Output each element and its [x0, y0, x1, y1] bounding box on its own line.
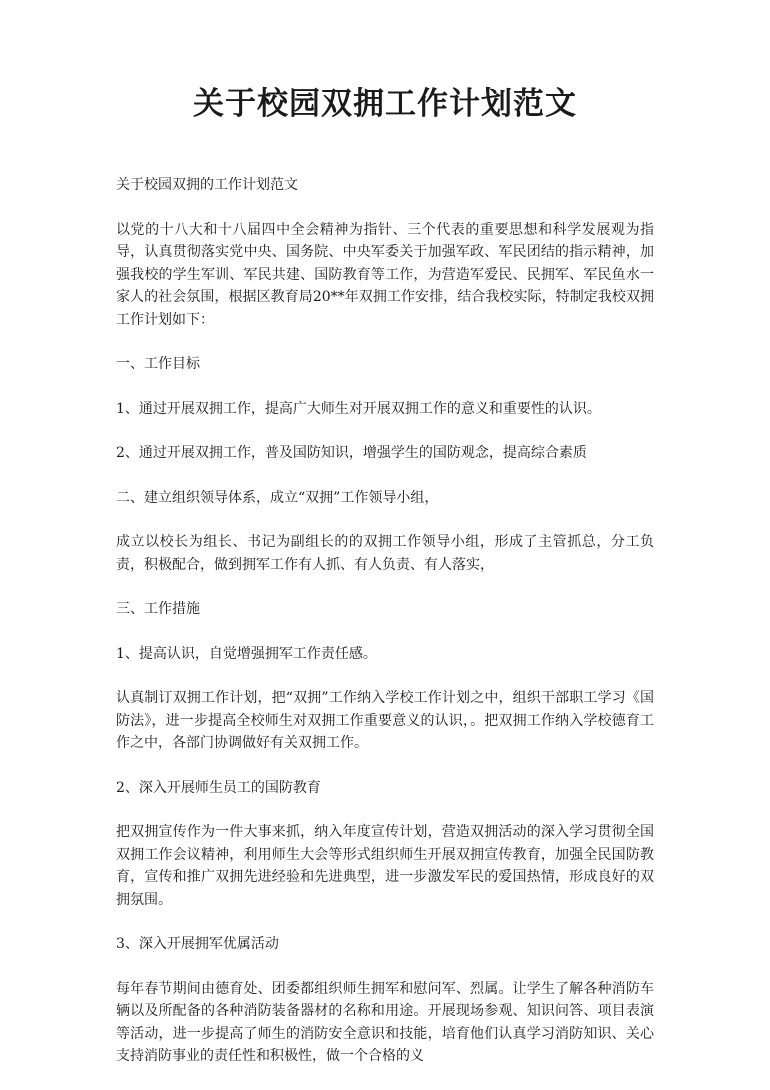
document-title: 关于校园双拥工作计划范文	[193, 86, 577, 122]
measure-heading-3: 3、深入开展拥军优属活动	[116, 936, 279, 952]
measure-paragraph-2: 把双拥宣传作为一件大事来抓，纳入年度宣传计划，营造双拥活动的深入学习贯彻全国双拥工作会议精神，利用师生大会等形式组织师生开展双拥宣传教育，加强全民国防教育，宣传和推广双拥先进经验和先进典型，进一步激发军民的爱国热情，形成良好的双拥氛围。	[116, 824, 654, 908]
section-heading-goals: 一、工作目标	[116, 356, 200, 372]
measure-heading-1: 1、提高认识，自觉增强拥军工作责任感。	[116, 645, 377, 662]
measure-paragraph-3: 每年春节期间由德育处、团委都组织师生拥军和慰问军、烈属。让学生了解各种消防车辆以及所配备的各种消防装备器材的名称和用途。开展现场参观、知识问答、项目表演等活动，进一步提高了师生的消防安全意识和技能，培育他们认真学习消防知识、关心支持消防事业的责任性和积极性，做一个合格的义	[116, 980, 654, 1064]
organization-paragraph: 成立以校长为组长、书记为副组长的的双拥工作领导小组，形成了主管抓总，分工负责，积极配合，做到拥军工作有人抓、有人负责、有人落实，	[116, 534, 654, 573]
section-heading-organization: 二、建立组织领导体系，成立“双拥”工作领导小组，	[116, 489, 439, 506]
subtitle-paragraph: 关于校园双拥的工作计划范文	[116, 177, 298, 193]
goal-item-2: 2、通过开展双拥工作，普及国防知识，增强学生的国防观念，提高综合素质	[116, 445, 587, 461]
document-body	[116, 174, 654, 1090]
intro-paragraph: 以党的十八大和十八届四中全会精神为指针、三个代表的重要思想和科学发展观为指导，认真贯彻落实党中央、国务院、中央军委关于加强军政、军民团结的指示精神，加强我校的学生军训、军民共建、国防教育等工作，为营造军爱民、民拥军、军民鱼水一家人的社会氛围，根据区教育局20**年双拥工作安排，结合我校实际，特制定我校双拥工作计划如下：	[116, 221, 654, 328]
measure-heading-2: 2、深入开展师生员工的国防教育	[116, 779, 321, 796]
measure-paragraph-1: 认真制订双拥工作计划，把“双拥”工作纳入学校工作计划之中，组织干部职工学习《国防法》，进一步提高全校师生对双拥工作重要意义的认识，。把双拥工作纳入学校德育工作之中，各部门协调做好有关双拥工作。	[116, 690, 654, 751]
section-heading-measures: 三、工作措施	[116, 601, 200, 617]
goal-item-1: 1、通过开展双拥工作，提高广大师生对开展双拥工作的意义和重要性的认识。	[116, 400, 601, 417]
